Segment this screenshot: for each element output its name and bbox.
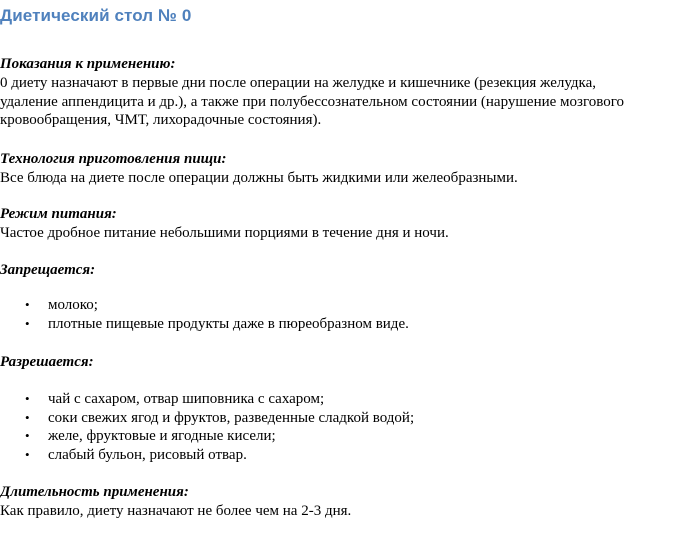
- list-item: [0, 390, 690, 409]
- duration-section: [0, 483, 690, 521]
- forbidden-heading-block: [0, 261, 690, 280]
- list-item-text: чай с сахаром, отвар шиповника с сахаром;: [48, 391, 325, 407]
- list-item: [0, 446, 690, 465]
- technology-text: Все блюда на диете после операции должны быть жидкими или желеобразными.: [0, 170, 518, 186]
- regime-section: [0, 205, 690, 243]
- duration-heading: Длительность применения:: [0, 484, 189, 500]
- indications-line-2: удаление аппендицита и др.), а также при полубессознательном состоянии (нарушение мозгового: [0, 93, 625, 110]
- regime-heading: Режим питания:: [0, 206, 117, 222]
- regime-text: Частое дробное питание небольшими порциями в течение дня и ночи.: [0, 225, 449, 241]
- bullet-icon: •: [25, 409, 30, 425]
- list-item: [0, 315, 690, 334]
- bullet-icon: •: [25, 391, 30, 406]
- forbidden-heading: Запрещается:: [0, 262, 96, 278]
- allowed-heading: Разрешается:: [0, 354, 94, 370]
- indications-line-3: кровообращения, ЧМТ, лихорадочные состояния).: [0, 112, 322, 128]
- list-item-text: желе, фруктовые и ягодные кисели;: [48, 428, 276, 444]
- bullet-icon: •: [25, 315, 30, 331]
- list-item: [0, 427, 690, 446]
- bullet-icon: •: [25, 428, 30, 443]
- list-item-text: слабый бульон, рисовый отвар.: [48, 446, 247, 463]
- bullet-icon: •: [25, 297, 30, 312]
- list-item-text: молоко;: [48, 297, 98, 313]
- list-item-text: соки свежих ягод и фруктов, разведенные сладкой водой;: [48, 409, 415, 426]
- forbidden-list: [0, 296, 690, 333]
- list-item: [0, 296, 690, 315]
- page-title: Диетический стол № 0: [0, 6, 192, 25]
- list-item-text: плотные пищевые продукты даже в пюреобразном виде.: [48, 315, 409, 332]
- duration-text: Как правило, диету назначают не более чем на 2-3 дня.: [0, 503, 352, 519]
- allowed-list: [0, 390, 690, 464]
- technology-section: [0, 150, 690, 188]
- bullet-icon: •: [25, 446, 30, 462]
- technology-heading: Технология приготовления пищи:: [0, 151, 227, 167]
- forbidden-list-block: [0, 296, 690, 333]
- allowed-heading-block: [0, 353, 690, 372]
- allowed-list-block: [0, 390, 690, 464]
- indications-heading: Показания к применению:: [0, 56, 176, 72]
- list-item: [0, 409, 690, 428]
- indications-line-1: 0 диету назначают в первые дни после операции на желудке и кишечнике (резекция желудка,: [0, 75, 597, 91]
- indications-section: [0, 55, 690, 130]
